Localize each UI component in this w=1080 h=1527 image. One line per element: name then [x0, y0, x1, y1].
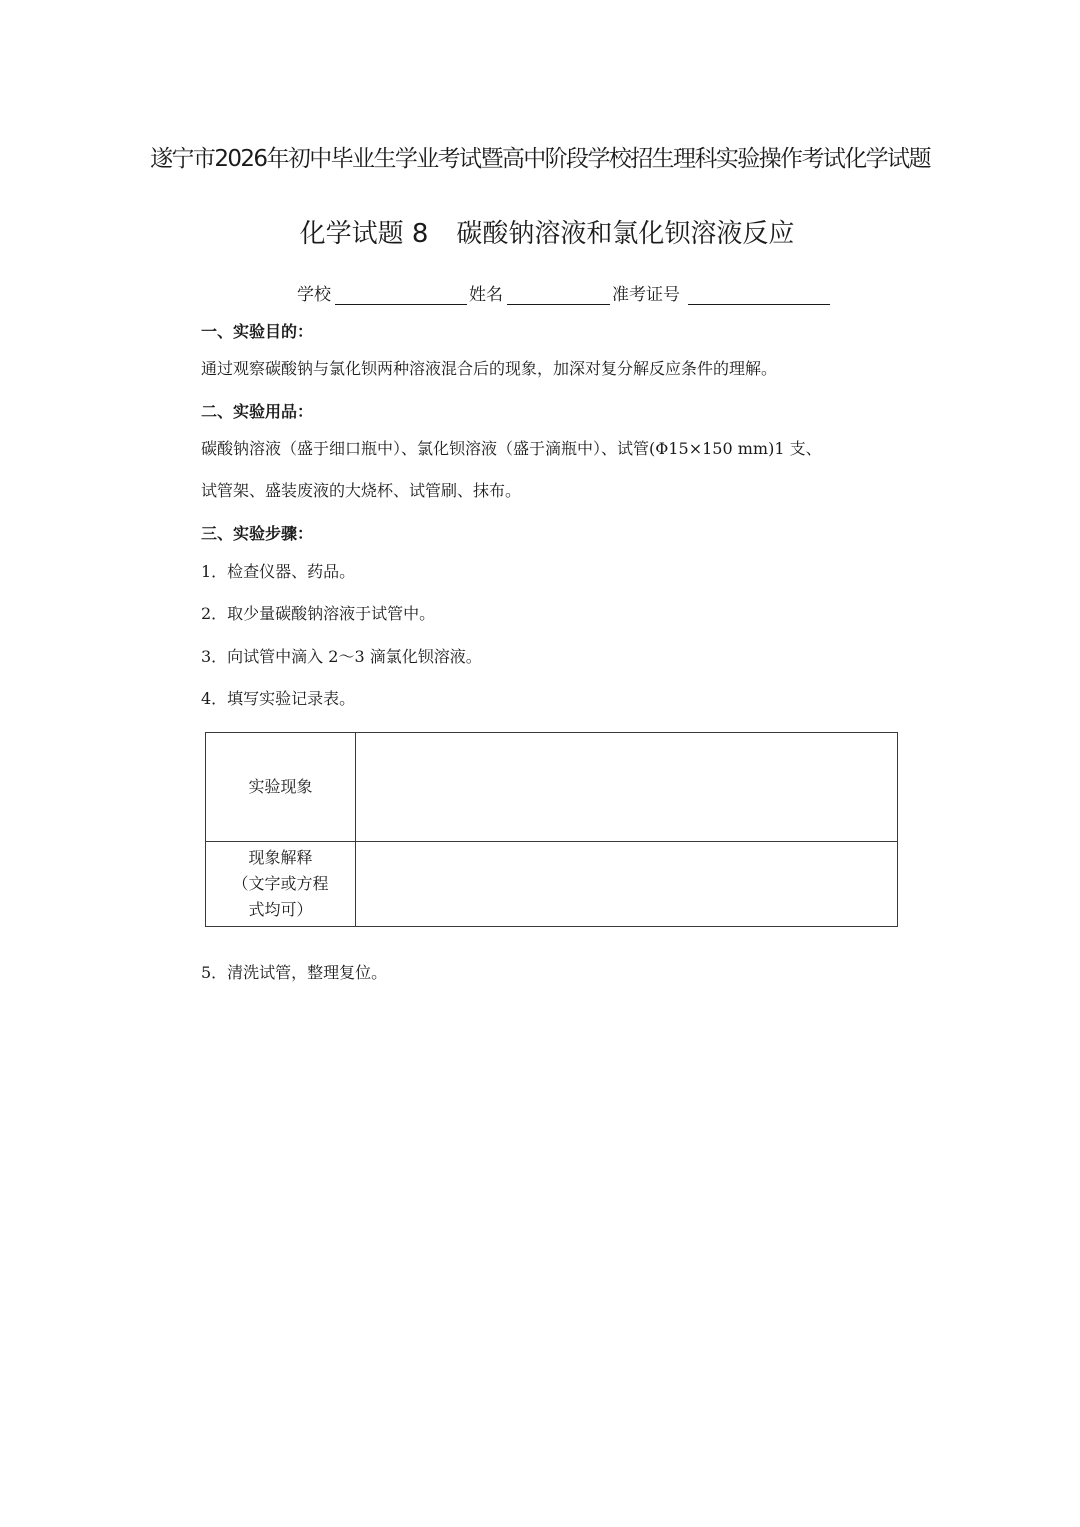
steps-heading: 三、实验步骤：: [201, 524, 314, 543]
name-blank[interactable]: [507, 304, 610, 305]
school-blank[interactable]: [335, 304, 467, 305]
experiment-number: 化学试题 8: [299, 219, 429, 249]
ticket-number-label: 准考证号: [612, 285, 680, 305]
experiment-name: 碳酸钠溶液和氯化钡溶液反应: [456, 219, 795, 249]
school-label: 学校: [297, 285, 331, 305]
candidate-info-line: [0, 282, 1080, 312]
exam-title: 遂宁市2026年初中毕业生学业考试暨高中阶段学校招生理科实验操作考试化学试题: [150, 146, 930, 172]
materials-heading: 二、实验用品：: [201, 402, 314, 421]
table-row: [206, 733, 898, 842]
name-label: 姓名: [469, 285, 503, 305]
explanation-label-line: （文字或方程: [232, 874, 329, 893]
explanation-answer-cell[interactable]: [356, 842, 898, 927]
purpose-heading: 一、实验目的：: [201, 322, 314, 341]
explanation-label-line: 式均可）: [248, 900, 313, 919]
materials-line-2: 试管架、盛装废液的大烧杯、试管刷、抹布。: [201, 481, 522, 500]
explanation-label: [206, 842, 356, 927]
materials-line-1: 碳酸钠溶液（盛于细口瓶中）、氯化钡溶液（盛于滴瓶中）、试管(Φ15×150 mm)1 支、: [201, 439, 822, 458]
ticket-number-blank[interactable]: [688, 304, 830, 305]
final-step: 5．清洗试管，整理复位。: [201, 963, 388, 982]
step-item: 4．填写实验记录表。: [201, 689, 356, 708]
table-row: [206, 842, 898, 927]
experiment-title: [0, 214, 1080, 254]
observation-label: 实验现象: [206, 733, 356, 842]
step-item: 2．取少量碳酸钠溶液于试管中。: [201, 604, 436, 623]
observation-answer-cell[interactable]: [356, 733, 898, 842]
experiment-record-table: [205, 732, 898, 927]
step-item: 1．检查仪器、药品。: [201, 562, 356, 581]
step-item: 3．向试管中滴入 2～3 滴氯化钡溶液。: [201, 647, 482, 666]
purpose-text: 通过观察碳酸钠与氯化钡两种溶液混合后的现象，加深对复分解反应条件的理解。: [201, 359, 778, 378]
explanation-label-line: 现象解释: [248, 848, 313, 867]
